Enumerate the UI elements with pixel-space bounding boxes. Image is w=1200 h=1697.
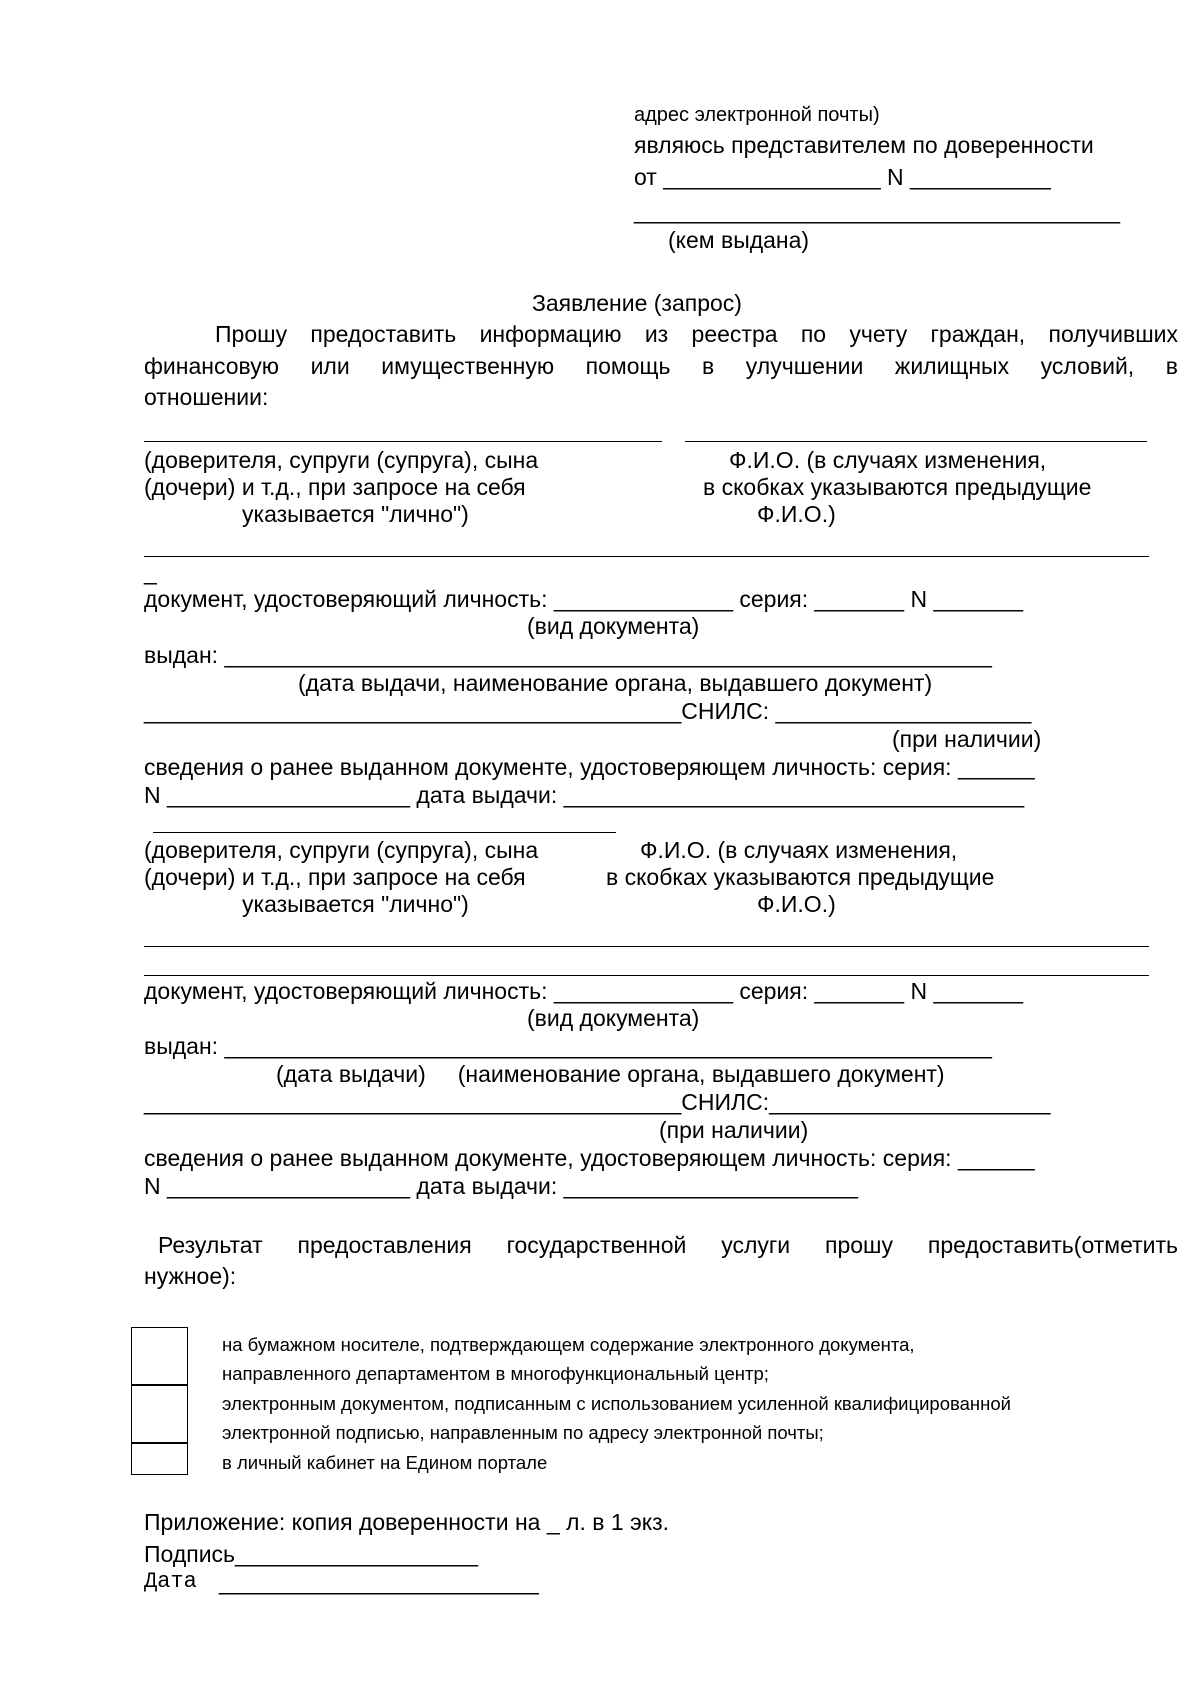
request-text-line-3: отношении: xyxy=(144,384,269,410)
prev-document-field-1[interactable]: сведения о ранее выданном документе, удостоверяющем личность: серия: ______ xyxy=(144,754,1035,780)
option-portal-checkbox[interactable] xyxy=(131,1442,188,1475)
id-document-field-1[interactable]: документ, удостоверяющий личность: ______________ серия: _______ N _______ xyxy=(144,586,1024,612)
relation-label-2-2: (дочери) и т.д., при запросе на себя xyxy=(144,864,526,890)
proxy-issuer-field[interactable]: ______________________________________ xyxy=(634,198,1121,224)
issued-field-2[interactable]: выдан: ____________________________________________________________ xyxy=(144,1033,992,1059)
prev-number-field-1[interactable]: N ___________________ дата выдачи: ____________________________________ xyxy=(144,782,1025,808)
fio-label-2: в скобках указываются предыдущие xyxy=(703,474,1092,500)
fio-label-1: Ф.И.О. (в случаях изменения, xyxy=(729,447,1047,473)
relation-label-2-3: указывается "лично") xyxy=(242,891,469,917)
relation-label-1: (доверителя, супруги (супруга), сына xyxy=(144,447,539,473)
option-electronic-label-2: электронной подписью, направленным по адресу электронной почты; xyxy=(222,1422,824,1443)
relation-field-2[interactable] xyxy=(153,832,616,833)
fio-label-2-1: Ф.И.О. (в случаях изменения, xyxy=(640,837,958,863)
issued-label-2: (дата выдачи) (наименование органа, выдавшего документ) xyxy=(276,1061,945,1087)
address-field-2a[interactable] xyxy=(144,946,1149,947)
attachment-text: Приложение: копия доверенности на _ л. в 1 экз. xyxy=(144,1509,670,1535)
option-electronic-checkbox[interactable] xyxy=(131,1384,188,1444)
request-text-line-2: финансовую или имущественную помощь в улучшении жилищных условий, в xyxy=(144,353,1178,379)
issued-field-1[interactable]: выдан: ____________________________________________________________ xyxy=(144,642,992,668)
snils-field-1[interactable]: __________________________________________СНИЛС: ____________________ xyxy=(144,698,1032,724)
option-portal-label: в личный кабинет на Едином портале xyxy=(222,1452,548,1473)
fio-label-3: Ф.И.О.) xyxy=(757,501,836,527)
relation-label-2-1: (доверителя, супруги (супруга), сына xyxy=(144,837,539,863)
option-paper-checkbox[interactable] xyxy=(131,1327,188,1386)
address-field-1[interactable] xyxy=(144,556,1149,557)
prev-number-field-2[interactable]: N ___________________ дата выдачи: _______________________ xyxy=(144,1173,858,1199)
date-label: Дата xyxy=(144,1569,197,1594)
proxy-date-number-field[interactable]: от _________________ N ___________ xyxy=(634,164,1051,190)
result-text-line-2: нужное): xyxy=(144,1263,237,1289)
option-paper-label-2: направленного департаментом в многофункциональный центр; xyxy=(222,1363,769,1384)
doc-type-label-2: (вид документа) xyxy=(527,1005,700,1031)
fio-label-2-3: Ф.И.О.) xyxy=(757,891,836,917)
option-electronic-label-1: электронным документом, подписанным с использованием усиленной квалифицированной xyxy=(222,1393,1011,1414)
request-text-line-1: Прошу предоставить информацию из реестра по учету граждан, получивших xyxy=(215,321,1178,347)
fio-label-2-2: в скобках указываются предыдущие xyxy=(606,864,995,890)
doc-type-label-1: (вид документа) xyxy=(527,613,700,639)
wrap-underscore: _ xyxy=(144,559,157,585)
issued-label-1: (дата выдачи, наименование органа, выдавшего документ) xyxy=(298,670,933,696)
snils-note-2: (при наличии) xyxy=(659,1117,809,1143)
signature-field[interactable]: Подпись___________________ xyxy=(144,1541,479,1567)
id-document-field-2[interactable]: документ, удостоверяющий личность: ______________ серия: _______ N _______ xyxy=(144,978,1024,1004)
result-text-line-1: Результат предоставления государственной услуги прошу предоставить(отметить xyxy=(158,1232,1178,1258)
snils-field-2[interactable]: __________________________________________СНИЛС:______________________ xyxy=(144,1089,1051,1115)
date-field[interactable]: _________________________ xyxy=(219,1569,539,1595)
relation-field-1[interactable] xyxy=(144,441,662,442)
representative-text: являюсь представителем по доверенности xyxy=(634,132,1094,158)
snils-note-1: (при наличии) xyxy=(892,726,1042,752)
email-label: адрес электронной почты) xyxy=(634,104,880,126)
prev-document-field-2[interactable]: сведения о ранее выданном документе, удостоверяющем личность: серия: ______ xyxy=(144,1145,1035,1171)
fio-field-1[interactable] xyxy=(685,441,1147,442)
proxy-issuer-label: (кем выдана) xyxy=(668,227,810,253)
relation-label-2: (дочери) и т.д., при запросе на себя xyxy=(144,474,526,500)
option-paper-label-1: на бумажном носителе, подтверждающем содержание электронного документа, xyxy=(222,1334,915,1355)
relation-label-3: указывается "лично") xyxy=(242,501,469,527)
address-field-2b[interactable] xyxy=(144,975,1149,976)
document-title: Заявление (запрос) xyxy=(532,290,742,316)
